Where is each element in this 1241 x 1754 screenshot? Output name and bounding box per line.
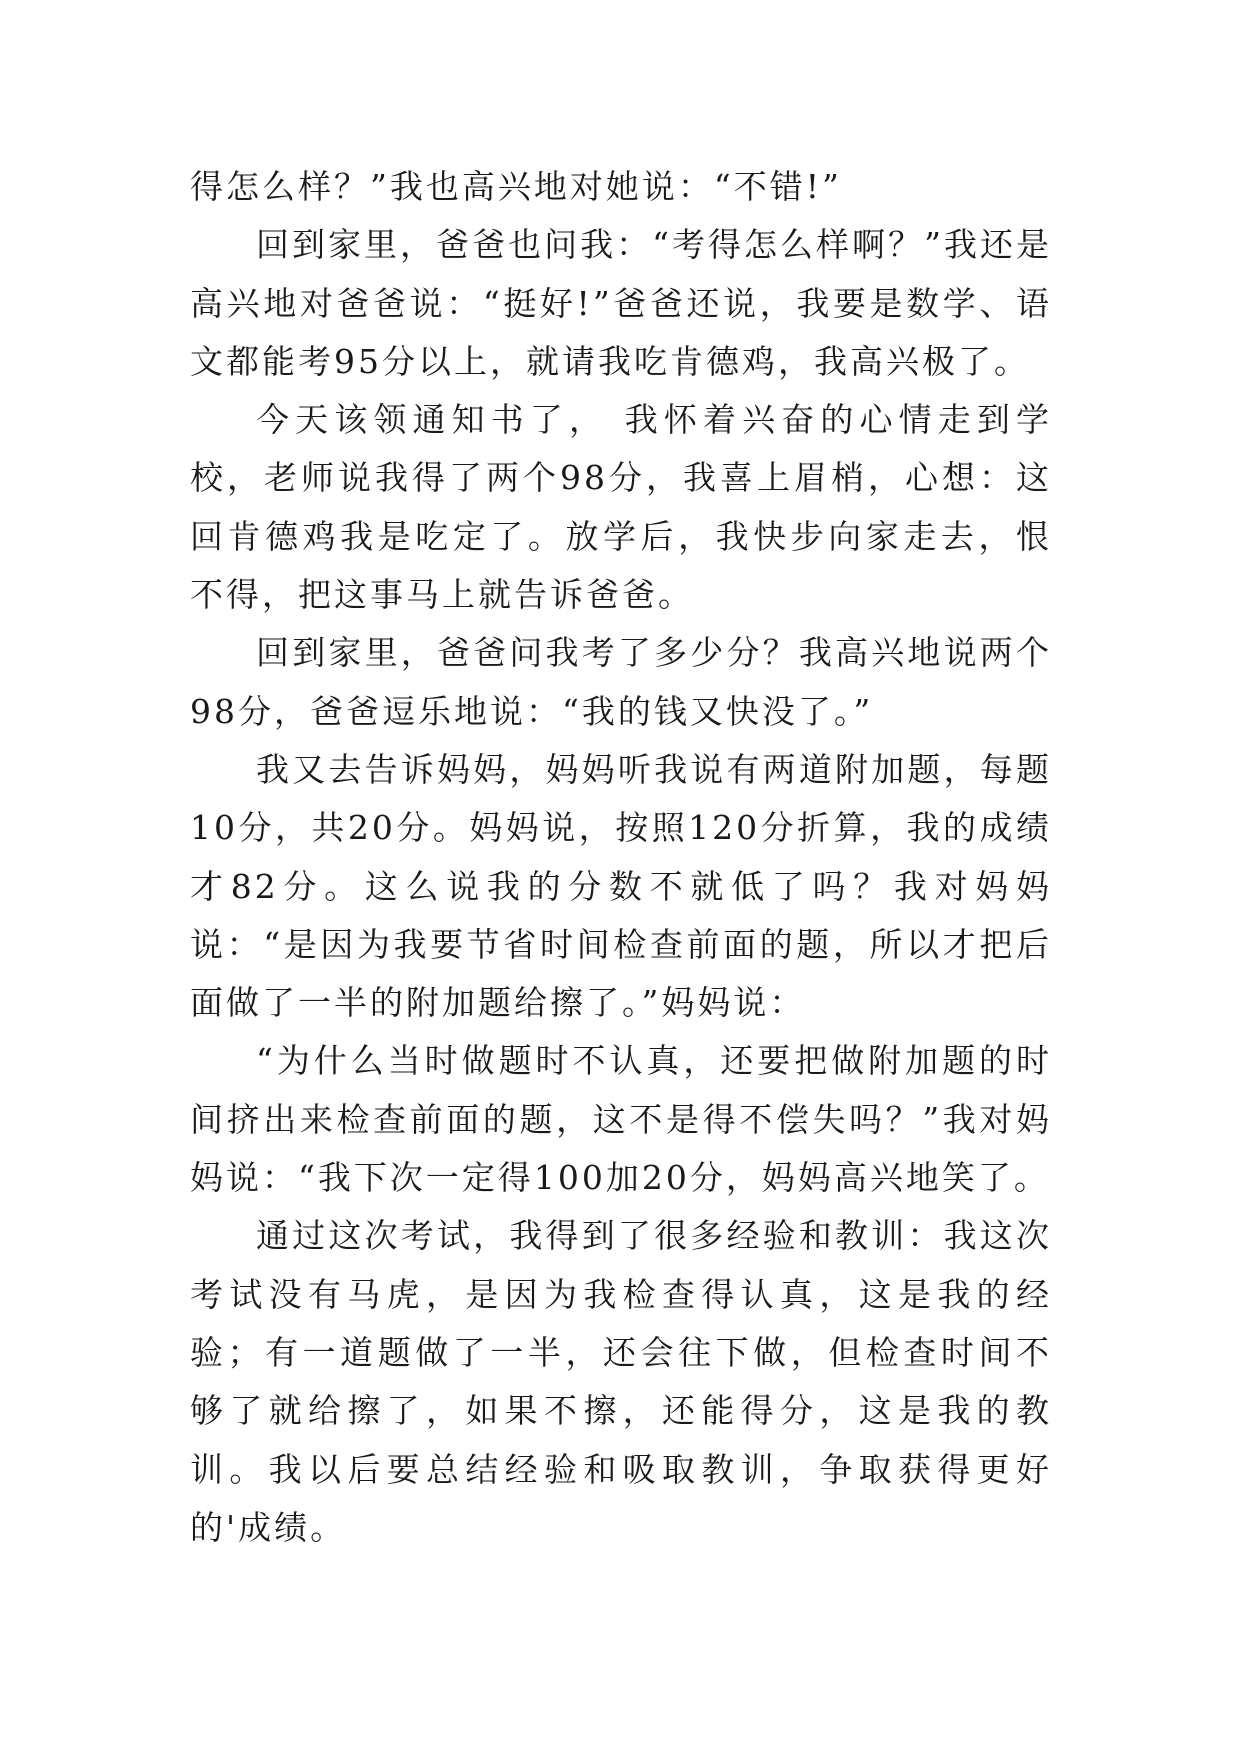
paragraph-2: 回到家里，爸爸也问我：“考得怎么样啊？”我还是高兴地对爸爸说：“挺好!”爸爸还说，我要是数学、语文都能考95分以上，就请我吃肯德鸡，我高兴极了。 xyxy=(190,225,1052,381)
paragraph-7: 通过这次考试，我得到了很多经验和教训：我这次考试没有马虎，是因为我检查得认真，这是我的经验；有一道题做了一半，还会往下做，但检查时间不够了就给擦了，如果不擦，还能得分，这是我的教训。我以后要总结经验和吸取教训，争取获得更好的'成绩。 xyxy=(190,1216,1052,1547)
document-body xyxy=(190,158,1052,1557)
paragraph-1: 得怎么样？”我也高兴地对她说：“不错!” xyxy=(190,167,842,206)
paragraph-3: 今天该领通知书了， 我怀着兴奋的心情走到学校，老师说我得了两个98分，我喜上眉梢，心想：这回肯德鸡我是吃定了。放学后，我快步向家走去，恨不得，把这事马上就告诉爸爸。 xyxy=(190,400,1052,615)
paragraph-4: 回到家里，爸爸问我考了多少分？我高兴地说两个98分，爸爸逗乐地说：“我的钱又快没了。” xyxy=(190,633,1052,731)
paragraph-6: “为什么当时做题时不认真，还要把做附加题的时间挤出来检查前面的题，这不是得不偿失吗？”我对妈妈说：“我下次一定得100加20分，妈妈高兴地笑了。 xyxy=(190,1041,1052,1198)
paragraph-5: 我又去告诉妈妈，妈妈听我说有两道附加题，每题10分，共20分。妈妈说，按照120分折算，我的成绩才82分。这么说我的分数不就低了吗？我对妈妈说：“是因为我要节省时间检查前面的题，所以才把后面做了一半的附加题给擦了。”妈妈说： xyxy=(190,749,1052,1023)
